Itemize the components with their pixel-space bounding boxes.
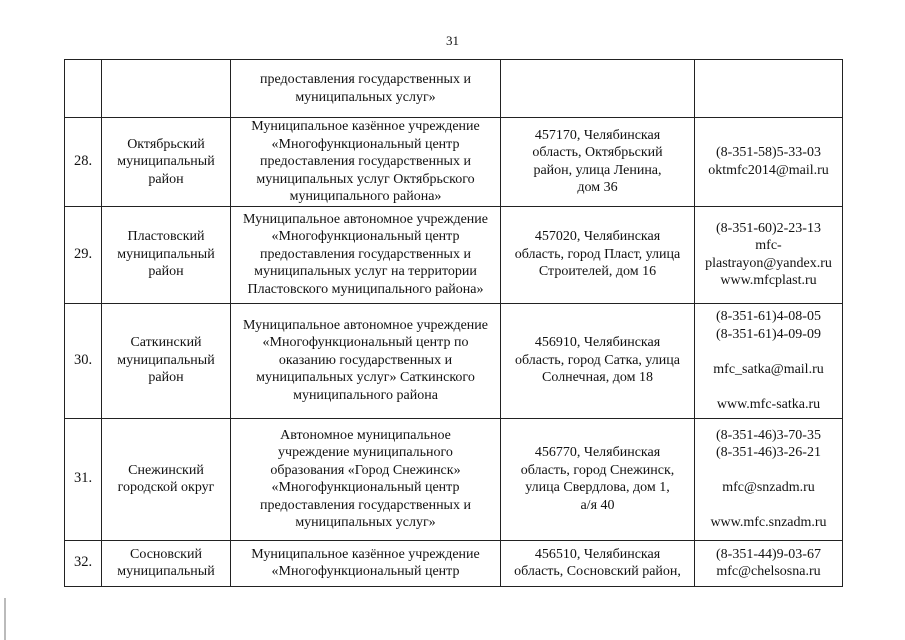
institution-line: муниципальных услуг» bbox=[295, 89, 436, 105]
district-line: городской округ bbox=[117, 480, 215, 495]
district-cell bbox=[102, 206, 231, 303]
contacts-cell bbox=[695, 540, 843, 586]
institution-line: «Многофункциональный центр bbox=[271, 136, 460, 152]
contacts-line: mfc_satka@mail.ru bbox=[713, 361, 824, 377]
institution-line: муниципальных услуг» Саткинского bbox=[256, 370, 475, 386]
contacts-line: oktmfc2014@mail.ru bbox=[708, 162, 829, 178]
contacts-line: (8-351-58)5-33-03 bbox=[716, 145, 821, 161]
address-line: 457020, Челябинская bbox=[534, 229, 661, 245]
row-number bbox=[65, 60, 102, 118]
institution-line: Муниципальное казённое учреждение bbox=[251, 546, 480, 562]
district-line: Сосновский bbox=[130, 546, 202, 562]
contacts-line: www.mfc.snzadm.ru bbox=[710, 515, 827, 530]
contacts-line bbox=[697, 343, 840, 361]
table-row bbox=[65, 206, 843, 303]
institution-line: Муниципальное автономное учреждение bbox=[243, 211, 488, 227]
institution-cell bbox=[231, 303, 501, 418]
address-line: область, город Сатка, улица bbox=[515, 352, 680, 368]
district-line: район bbox=[148, 370, 184, 386]
district-line: муниципальный bbox=[117, 564, 215, 579]
contacts-line: mfc- bbox=[755, 238, 782, 253]
institution-cell bbox=[231, 60, 501, 118]
contacts-line: (8-351-46)3-70-35 bbox=[716, 427, 821, 443]
row-number: 28. bbox=[65, 118, 102, 207]
contacts-line bbox=[697, 462, 840, 480]
institution-line: муниципальных услуг» bbox=[295, 515, 436, 530]
institution-cell bbox=[231, 206, 501, 303]
institution-line: «Многофункциональный центр bbox=[271, 480, 460, 495]
institution-line: муниципального района bbox=[293, 387, 438, 403]
contacts-cell bbox=[695, 418, 843, 540]
district-cell bbox=[102, 418, 231, 540]
contacts-cell bbox=[695, 60, 843, 118]
address-line: 456910, Челябинская bbox=[534, 335, 661, 351]
address-cell bbox=[501, 60, 695, 118]
institution-cell bbox=[231, 118, 501, 207]
contacts-line: www.mfc-satka.ru bbox=[716, 396, 821, 412]
address-line: область, город Снежинск, bbox=[520, 462, 675, 478]
district-cell bbox=[102, 60, 231, 118]
district-cell bbox=[102, 118, 231, 207]
institution-line: предоставления государственных и bbox=[260, 497, 471, 513]
address-line: улица Свердлова, дом 1, bbox=[525, 480, 670, 495]
address-line: 457170, Челябинская bbox=[534, 127, 661, 143]
row-number: 30. bbox=[65, 303, 102, 418]
table-row bbox=[65, 60, 843, 118]
contacts-line: plastrayon@yandex.ru bbox=[705, 255, 832, 271]
institution-line: предоставления государственных и bbox=[260, 246, 471, 262]
margin-line bbox=[4, 598, 6, 640]
institution-cell bbox=[231, 418, 501, 540]
district-line: Пластовский bbox=[127, 229, 205, 245]
institution-line: муниципальных услуг на территории bbox=[254, 264, 477, 280]
table-row bbox=[65, 118, 843, 207]
institution-cell bbox=[231, 540, 501, 586]
address-line: 456510, Челябинская bbox=[534, 546, 661, 562]
institution-line: Муниципальное автономное учреждение bbox=[243, 317, 488, 333]
institution-line: Муниципальное казённое учреждение bbox=[251, 119, 480, 134]
contacts-line: (8-351-44)9-03-67 bbox=[716, 546, 821, 562]
institution-line: «Многофункциональный центр bbox=[271, 229, 460, 245]
district-line: Снежинский bbox=[128, 462, 204, 478]
institution-line: оказанию государственных и bbox=[278, 352, 453, 368]
address-cell bbox=[501, 206, 695, 303]
institution-line: образования «Город Снежинск» bbox=[270, 462, 461, 478]
contacts-line: www.mfcplast.ru bbox=[720, 273, 817, 288]
district-cell bbox=[102, 303, 231, 418]
contacts-cell bbox=[695, 303, 843, 418]
address-line: область, город Пласт, улица bbox=[514, 246, 681, 262]
district-line: муниципальный bbox=[117, 246, 215, 262]
contacts-line: (8-351-61)4-09-09 bbox=[716, 326, 821, 342]
contacts-line: mfc@chelsosna.ru bbox=[716, 564, 821, 579]
contacts-cell bbox=[695, 206, 843, 303]
institution-line: предоставления государственных и bbox=[260, 154, 471, 169]
institution-line: Пластовского муниципального района» bbox=[247, 281, 484, 297]
contacts-line: (8-351-46)3-26-21 bbox=[716, 445, 821, 460]
address-line: район, улица Ленина, bbox=[533, 162, 662, 178]
row-number: 32. bbox=[65, 540, 102, 586]
district-cell bbox=[102, 540, 231, 586]
institution-line: «Многофункциональный центр по bbox=[262, 335, 469, 351]
institution-line: муниципальных услуг Октябрьского bbox=[256, 171, 475, 187]
address-line: дом 36 bbox=[577, 180, 618, 196]
address-cell bbox=[501, 540, 695, 586]
district-line: район bbox=[148, 264, 184, 280]
address-line: Солнечная, дом 18 bbox=[542, 370, 653, 386]
district-line: Октябрьский bbox=[127, 136, 205, 152]
district-line: район bbox=[148, 171, 184, 187]
table-row bbox=[65, 303, 843, 418]
row-number: 29. bbox=[65, 206, 102, 303]
institution-line: предоставления государственных и bbox=[260, 72, 471, 87]
institution-line: «Многофункциональный центр bbox=[271, 564, 460, 579]
contacts-line: (8-351-60)2-23-13 bbox=[716, 220, 821, 236]
address-cell bbox=[501, 418, 695, 540]
address-line: область, Сосновский район, bbox=[514, 564, 681, 579]
contacts-line: mfc@snzadm.ru bbox=[722, 480, 815, 495]
table-row bbox=[65, 418, 843, 540]
address-cell bbox=[501, 303, 695, 418]
institution-line: учреждение муниципального bbox=[278, 445, 453, 460]
institution-line: Автономное муниципальное bbox=[280, 427, 451, 443]
institution-line: муниципального района» bbox=[289, 189, 442, 204]
contacts-line bbox=[697, 497, 840, 515]
mfc-table bbox=[64, 59, 843, 587]
contacts-line bbox=[697, 378, 840, 396]
page-number: 31 bbox=[446, 33, 459, 48]
district-line: муниципальный bbox=[117, 352, 215, 368]
address-line: Строителей, дом 16 bbox=[538, 264, 657, 280]
address-line: 456770, Челябинская bbox=[534, 445, 661, 460]
district-line: Саткинский bbox=[130, 335, 202, 351]
address-line: область, Октябрьский bbox=[532, 145, 663, 161]
address-cell bbox=[501, 118, 695, 207]
row-number: 31. bbox=[65, 418, 102, 540]
table-row bbox=[65, 540, 843, 586]
address-line: а/я 40 bbox=[580, 497, 615, 513]
contacts-line: (8-351-61)4-08-05 bbox=[716, 309, 821, 324]
district-line: муниципальный bbox=[117, 154, 215, 169]
contacts-cell bbox=[695, 118, 843, 207]
